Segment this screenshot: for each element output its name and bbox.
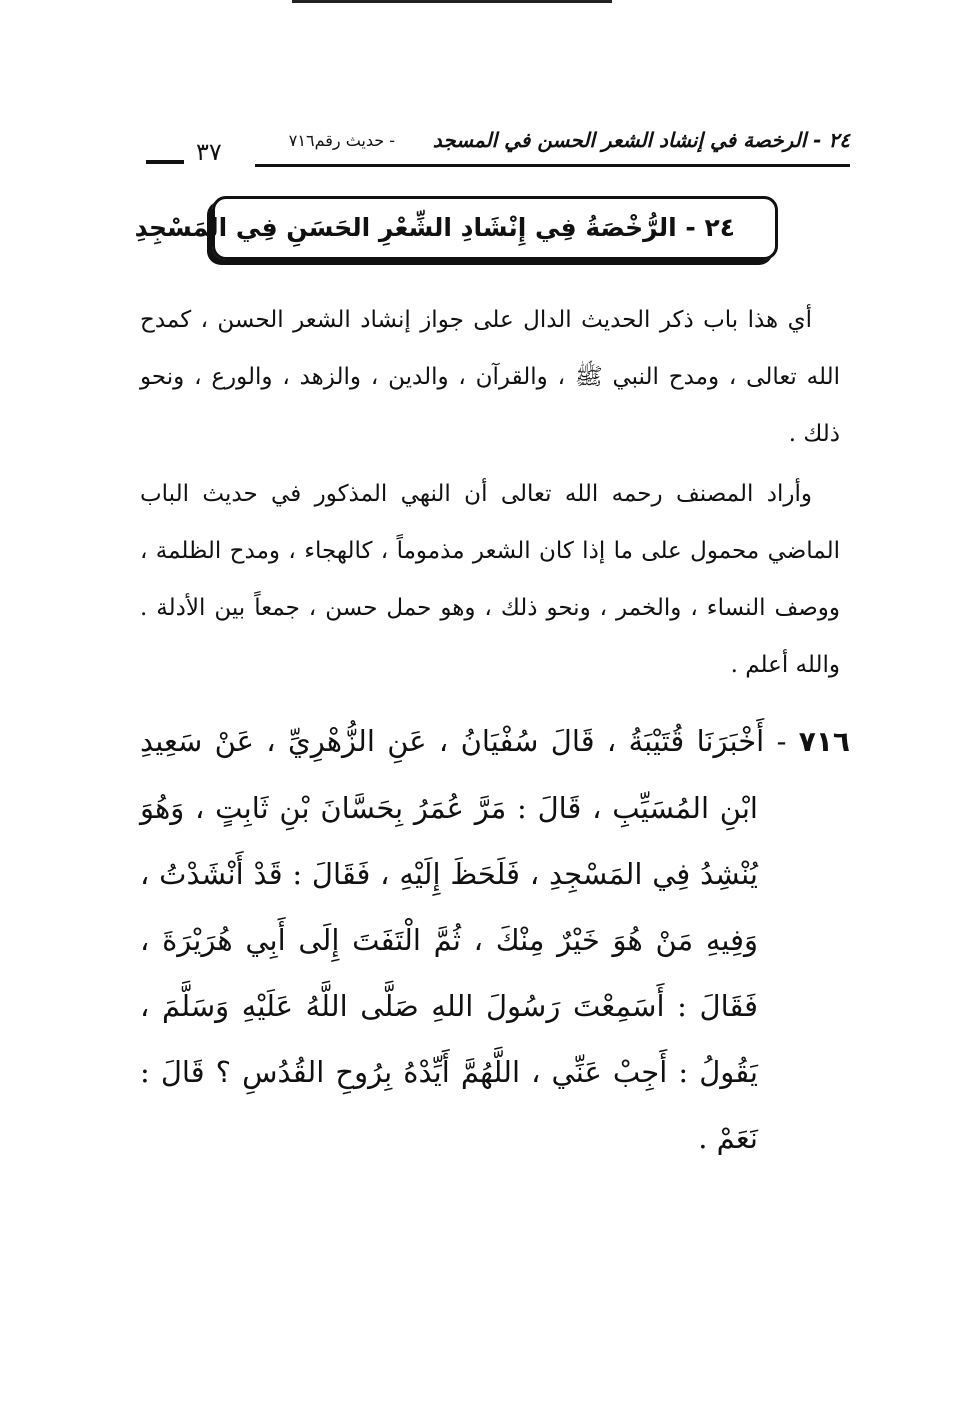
running-header	[140, 120, 850, 172]
hadith-text	[140, 708, 850, 1171]
header-hadith-ref: - حديث رقم٧١٦	[288, 131, 395, 150]
header-rule	[255, 164, 850, 167]
hadith-first-line	[140, 708, 850, 775]
page-number-dash	[146, 160, 184, 164]
commentary-paragraph-2: وأراد المصنف رحمه الله تعالى أن النهي المذكور في حديث الباب الماضي محمول على ما إذا كان الشعر مذموماً ، كالهجاء ، ومدح الظلمة ، ووصف النساء ، والخمر ، ونحو ذلك ، وهو حمل حسن ، جمعاً بين الأدلة . والله أعلم .	[140, 481, 840, 678]
chapter-heading: ٢٤ - الرُّخْصَةُ فِي إِنْشَادِ الشِّعْرِ الحَسَنِ فِي المَسْجِدِ	[134, 213, 735, 242]
commentary-paragraph-1: أي هذا باب ذكر الحديث الدال على جواز إنشاد الشعر الحسن ، كمدح الله تعالى ، ومدح النبي ﷺ ، والقرآن ، والدين ، والزهد ، والورع ، ونحو ذلك .	[140, 307, 840, 447]
page-number: ٣٧	[196, 138, 222, 166]
header-title: ٢٤ - الرخصة في إنشاد الشعر الحسن في المسجد	[432, 128, 850, 152]
hadith-chain: - أَخْبَرَنَا قُتَيْبَةُ ، قَالَ سُفْيَانُ ، عَنِ الزُّهْرِيِّ ، عَنْ سَعِيدِ	[140, 724, 787, 758]
hadith-number: ٧١٦	[798, 725, 851, 758]
hadith-body: ابْنِ المُسَيِّبِ ، قَالَ : مَرَّ عُمَرُ بِحَسَّانَ بْنِ ثَابِتٍ ، وَهُوَ يُنْشِدُ فِي المَسْجِدِ ، فَلَحَظَ إِلَيْهِ ، فَقَالَ : قَدْ أَنْشَدْتُ ، وَفِيهِ مَنْ هُوَ خَيْرٌ مِنْكَ ، ثُمَّ الْتَفَتَ إِلَى أَبِي هُرَيْرَةَ ، فَقَالَ : أَسَمِعْتَ رَسُولَ اللهِ صَلَّى اللَّهُ عَلَيْهِ وَسَلَّمَ ، يَقُولُ : أَجِبْ عَنِّي ، اللَّهُمَّ أَيِّدْهُ بِرُوحِ القُدُسِ ؟ قَالَ : نَعَمْ .	[140, 791, 758, 1155]
top-rule	[292, 0, 612, 3]
chapter-heading-box	[134, 196, 778, 260]
